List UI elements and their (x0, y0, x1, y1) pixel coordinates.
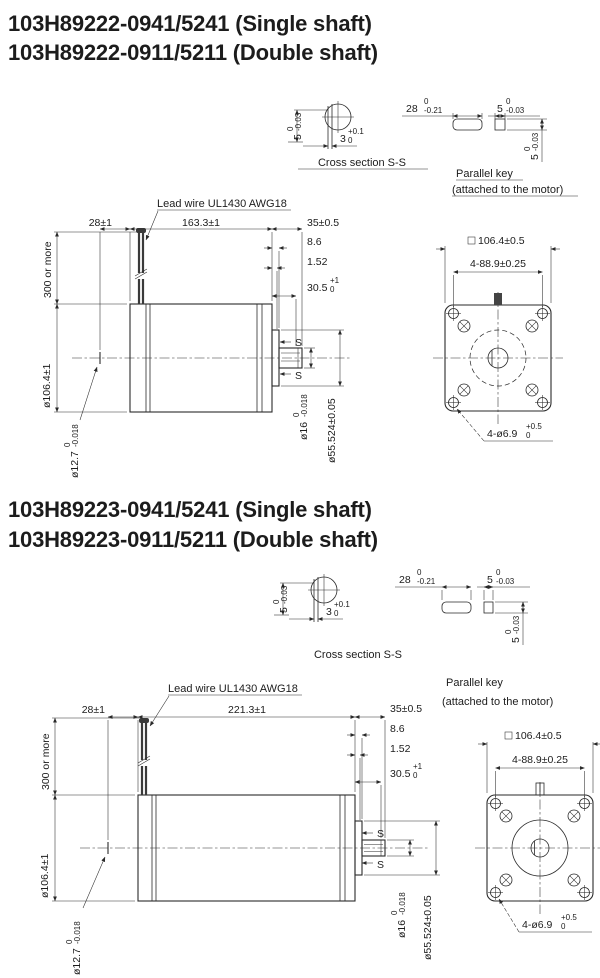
key-width-tol-lo: -0.03 (496, 577, 515, 586)
parallel-key-note: (attached to the motor) (452, 184, 564, 196)
dim-body-dia: ø106.4±1 (39, 853, 51, 898)
cross-section-label: Cross section S-S (317, 157, 407, 169)
key-width-tol-up: 0 (506, 97, 511, 106)
front-centerlines (433, 292, 563, 424)
parallel-key-label: Parallel key (456, 168, 513, 180)
dim-rear-dia: ø12.7 (69, 451, 81, 478)
key-length-tol-lo: -0.21 (417, 577, 436, 586)
section-flat-tol-lo: 0 (348, 136, 353, 145)
dim-key-length: 30.5 (307, 282, 328, 294)
key-length-dim-lines (395, 587, 471, 600)
dim-a-value: 8.6 (307, 236, 322, 248)
dim-rear-dia: ø12.7 (71, 948, 83, 975)
section-width-tol-up: 0 (286, 126, 295, 131)
lead-wire-callout (150, 683, 302, 726)
dim-key-length-tol-up: +1 (413, 762, 423, 771)
lead-wire-label: Lead wire UL1430 AWG18 (168, 683, 298, 695)
lead-length-dim (40, 718, 139, 795)
key-height-value: 5 (510, 637, 522, 643)
key-height-dim (507, 119, 547, 162)
motor2-cross-section-view (272, 574, 402, 661)
key-width-tol-lo: -0.03 (506, 106, 525, 115)
section-flat-tol-up: +0.1 (334, 600, 350, 609)
lead-length-dim (42, 232, 136, 304)
motor2-title-single: 103H89223-0941/5241 (Single shaft) (8, 497, 372, 522)
dim-shaft-length: 35±0.5 (307, 217, 340, 229)
dim-shaft-dia: ø16 (396, 919, 408, 938)
section-flat-dim (303, 127, 364, 146)
dim-holes-tol-lo: 0 (561, 922, 566, 931)
section-marker-bottom: S (377, 859, 385, 871)
holes-callout (499, 899, 592, 932)
dim-holes: 4-ø6.9 (487, 428, 518, 440)
dim-shaft-dia: ø16 (298, 421, 310, 440)
motor2-parallel-key-view (395, 568, 553, 708)
dim-key-length-tol-up: +1 (330, 276, 340, 285)
section-flat-dim (289, 600, 350, 619)
section-flat-value: 3 (340, 133, 346, 145)
parallel-key-label: Parallel key (446, 677, 503, 689)
key-length-tol-lo: -0.21 (424, 106, 443, 115)
lead-wire (135, 228, 147, 304)
section-width-value: 5 (292, 134, 304, 140)
key-length-value: 28 (399, 574, 411, 586)
dim-rear-dia-tol-lo: -0.018 (71, 424, 80, 447)
dim-lead-length: 300 or more (40, 733, 52, 790)
section-markers (362, 828, 384, 871)
dim-holes: 4-ø6.9 (522, 919, 553, 931)
holes-callout (457, 409, 553, 441)
motor2-side-view (39, 683, 440, 975)
key-height-tol-up: 0 (504, 629, 513, 634)
motor2-drawing (8, 497, 600, 975)
dim-pitch: 4-88.9±0.25 (470, 258, 526, 270)
section-markers (280, 337, 302, 382)
rear-shaft-dia-dim (65, 857, 105, 975)
key-length-tol-up: 0 (424, 97, 429, 106)
dim-body-dia: ø106.4±1 (41, 363, 53, 408)
motor2-title-double: 103H89223-0911/5211 (Double shaft) (8, 527, 378, 552)
motor1-side-view (41, 198, 350, 478)
section-width-tol-lo: -0.03 (280, 585, 289, 604)
shaft-dia-dim (387, 840, 414, 938)
motor2-front-view (475, 730, 600, 932)
key-end-outline (484, 602, 493, 613)
key-side-outline (453, 119, 482, 130)
key-tab (536, 783, 544, 795)
section-width-dim (272, 583, 290, 615)
dim-rear-dia-tol-up: 0 (63, 442, 72, 447)
boss-dim-b (347, 743, 411, 820)
cross-section-label: Cross section S-S (313, 649, 403, 661)
dim-key-length-tol-lo: 0 (413, 771, 418, 780)
key-tab (494, 293, 502, 305)
dim-body-length: 163.3±1 (182, 217, 220, 229)
dim-boss-dia: ø55.524±0.05 (422, 895, 434, 960)
key-width-tol-up: 0 (496, 568, 501, 577)
section-marker-top: S (295, 337, 303, 349)
parallel-key-note: (attached to the motor) (442, 696, 554, 708)
section-width-dim (286, 110, 304, 142)
key-side-outline (442, 602, 471, 613)
dim-holes-tol-lo: 0 (526, 431, 531, 440)
dim-holes-tol-up: +0.5 (526, 422, 542, 431)
dim-holes-tol-up: +0.5 (561, 913, 577, 922)
dim-key-length: 30.5 (390, 768, 411, 780)
dim-key-length-tol-lo: 0 (330, 285, 335, 294)
dim-shaft-dia-tol-lo: -0.018 (300, 394, 309, 417)
dim-a-value: 8.6 (390, 723, 405, 735)
key-height-tol-up: 0 (523, 146, 532, 151)
square-symbol (468, 237, 475, 244)
dim-lead-length: 300 or more (42, 241, 54, 298)
key-height-value: 5 (529, 154, 541, 160)
motor1-front-view (433, 235, 563, 441)
rear-shaft-dia-dim (63, 367, 97, 478)
section-marker-bottom: S (295, 370, 303, 382)
key-height-dim (495, 602, 528, 645)
dim-body-length: 221.3±1 (228, 704, 266, 716)
key-end-outline (495, 119, 505, 130)
shaft-dia-dim (292, 348, 315, 440)
motor1-parallel-key-view (402, 97, 578, 196)
section-flat-tol-lo: 0 (334, 609, 339, 618)
boss-dia-dim (364, 821, 440, 960)
key-height-tol-lo: -0.03 (531, 132, 540, 151)
section-flat-value: 3 (326, 606, 332, 618)
key-length-dim (355, 762, 423, 838)
key-length-value: 28 (406, 103, 418, 115)
dim-shaft-dia-tol-up: 0 (390, 910, 399, 915)
square-symbol (505, 732, 512, 739)
section-marker-top: S (377, 828, 385, 840)
dim-b-value: 1.52 (390, 743, 411, 755)
section-width-tol-up: 0 (272, 599, 281, 604)
dim-pitch: 4-88.9±0.25 (512, 754, 568, 766)
dim-rear-shaft: 28±1 (88, 217, 112, 229)
motor1-title-double: 103H89222-0911/5211 (Double shaft) (8, 40, 378, 65)
key-height-tol-lo: -0.03 (512, 615, 521, 634)
front-centerlines (475, 782, 600, 914)
section-flat-tol-up: +0.1 (348, 127, 364, 136)
dim-shaft-dia-tol-lo: -0.018 (398, 892, 407, 915)
section-width-value: 5 (278, 607, 290, 613)
dim-b-value: 1.52 (307, 256, 328, 268)
key-width-value: 5 (487, 574, 493, 586)
lead-wire (138, 718, 150, 795)
section-width-tol-lo: -0.03 (294, 112, 303, 131)
motor1-title-single: 103H89222-0941/5241 (Single shaft) (8, 11, 372, 36)
boss-dia-dim (281, 330, 344, 463)
key-width-value: 5 (497, 103, 503, 115)
dim-rear-dia-tol-lo: -0.018 (73, 921, 82, 944)
dim-rear-dia-tol-up: 0 (65, 939, 74, 944)
key-length-tol-up: 0 (417, 568, 422, 577)
key-width-dim-lines (477, 587, 530, 600)
dim-rear-shaft: 28±1 (81, 704, 105, 716)
dim-square: 106.4±0.5 (515, 730, 562, 742)
length-dimension-row (82, 703, 422, 840)
dim-boss-dia: ø55.524±0.05 (326, 398, 338, 463)
key-length-dim (272, 276, 340, 346)
motor1-drawing (8, 11, 578, 478)
lead-wire-label: Lead wire UL1430 AWG18 (157, 198, 287, 210)
dim-square: 106.4±0.5 (478, 235, 525, 247)
dim-shaft-dia-tol-up: 0 (292, 412, 301, 417)
dim-shaft-length: 35±0.5 (390, 703, 423, 715)
